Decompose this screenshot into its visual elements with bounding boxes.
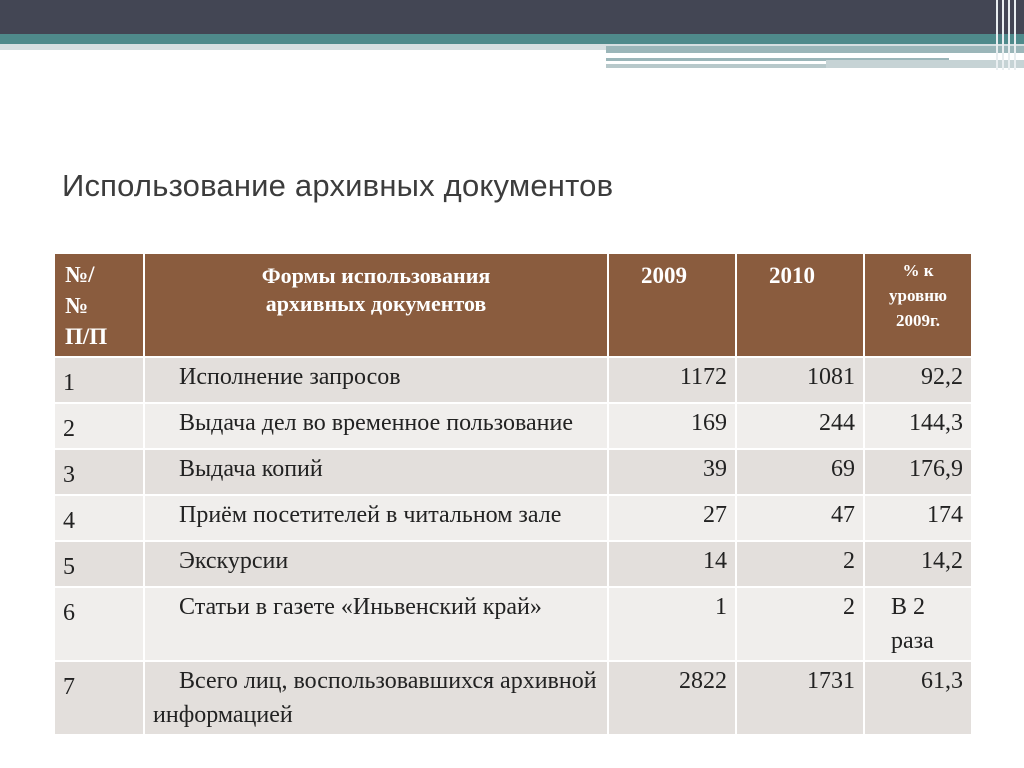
row-value-2010: 2 bbox=[736, 541, 864, 587]
row-name: Выдача дел во временное пользование bbox=[144, 403, 608, 449]
row-percent: 61,3 bbox=[864, 661, 972, 735]
row-name: Статьи в газете «Иньвенский край» bbox=[144, 587, 608, 661]
header-accent-line bbox=[606, 64, 826, 68]
header-2009: 2009 bbox=[608, 253, 736, 357]
row-value-2009: 14 bbox=[608, 541, 736, 587]
row-percent: 174 bbox=[864, 495, 972, 541]
row-percent: В 2 раза bbox=[864, 587, 972, 661]
row-value-2010: 1081 bbox=[736, 357, 864, 403]
row-name: Всего лиц, воспользовавшихся архивной информацией bbox=[144, 661, 608, 735]
table-row bbox=[54, 403, 972, 449]
header-band-teal bbox=[0, 34, 1024, 44]
header-vertical-lines bbox=[994, 0, 1024, 70]
archive-usage-table bbox=[53, 252, 973, 736]
row-value-2009: 2822 bbox=[608, 661, 736, 735]
header-band-dark bbox=[0, 0, 1024, 34]
header-percent: % к уровню 2009г. bbox=[864, 253, 972, 357]
header-accent-band bbox=[606, 46, 1024, 53]
row-name: Приём посетителей в читальном зале bbox=[144, 495, 608, 541]
table-row bbox=[54, 587, 972, 661]
row-value-2009: 1172 bbox=[608, 357, 736, 403]
table-row bbox=[54, 541, 972, 587]
table-row bbox=[54, 661, 972, 735]
table-row bbox=[54, 495, 972, 541]
table-header-row bbox=[54, 253, 972, 357]
header-2010: 2010 bbox=[736, 253, 864, 357]
row-percent: 176,9 bbox=[864, 449, 972, 495]
header-forms: Формы использования архивных документов bbox=[144, 253, 608, 357]
row-number: 2 bbox=[54, 403, 144, 449]
table-row bbox=[54, 449, 972, 495]
row-value-2010: 244 bbox=[736, 403, 864, 449]
row-value-2009: 169 bbox=[608, 403, 736, 449]
row-value-2010: 69 bbox=[736, 449, 864, 495]
row-percent: 14,2 bbox=[864, 541, 972, 587]
row-name: Исполнение запросов bbox=[144, 357, 608, 403]
row-number: 6 bbox=[54, 587, 144, 661]
row-number: 3 bbox=[54, 449, 144, 495]
row-number: 7 bbox=[54, 661, 144, 735]
row-value-2010: 2 bbox=[736, 587, 864, 661]
row-name: Экскурсии bbox=[144, 541, 608, 587]
row-name: Выдача копий bbox=[144, 449, 608, 495]
row-percent: 92,2 bbox=[864, 357, 972, 403]
row-percent: 144,3 bbox=[864, 403, 972, 449]
row-number: 4 bbox=[54, 495, 144, 541]
row-value-2009: 27 bbox=[608, 495, 736, 541]
header-number: №/ № П/П bbox=[54, 253, 144, 357]
row-value-2010: 47 bbox=[736, 495, 864, 541]
table-row bbox=[54, 357, 972, 403]
row-value-2010: 1731 bbox=[736, 661, 864, 735]
row-number: 1 bbox=[54, 357, 144, 403]
row-number: 5 bbox=[54, 541, 144, 587]
slide-title: Использование архивных документов bbox=[62, 168, 614, 203]
row-value-2009: 39 bbox=[608, 449, 736, 495]
row-value-2009: 1 bbox=[608, 587, 736, 661]
